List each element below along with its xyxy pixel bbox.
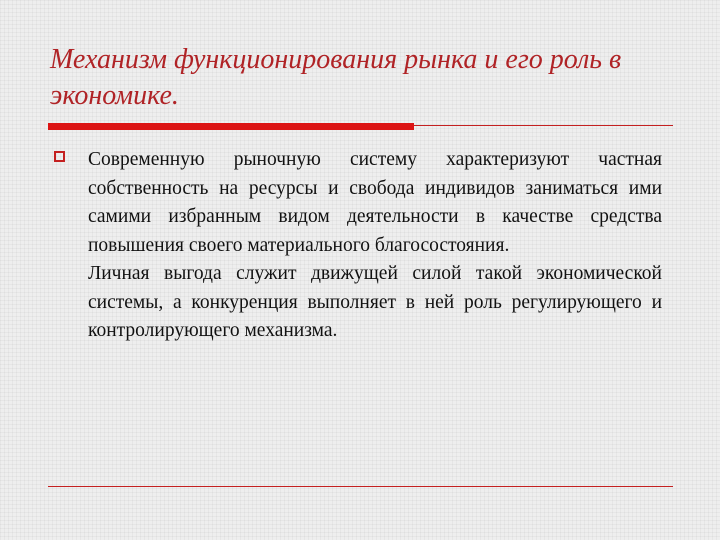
bullet-paragraph-1: Современную рыночную систему характеризуют частная собственность на ресурсы и свобода индивидов заниматься ими самими избранным видом деятельности в качестве средства повышения своего материального благосостояния. bbox=[88, 149, 662, 256]
title-divider-accent-bar bbox=[48, 123, 414, 130]
bullet-paragraph-2: Личная выгода служит движущей силой такой экономической системы, а конкуренция выполняет в ней роль регулирующего и контролирующего механизма. bbox=[88, 263, 662, 341]
bullet-item bbox=[54, 146, 662, 346]
slide-title: Механизм функционирования рынка и его роль в экономике. bbox=[50, 44, 622, 111]
bullet-text bbox=[88, 146, 662, 346]
hollow-square-bullet-icon bbox=[54, 151, 65, 162]
footer-divider-line bbox=[48, 486, 673, 487]
